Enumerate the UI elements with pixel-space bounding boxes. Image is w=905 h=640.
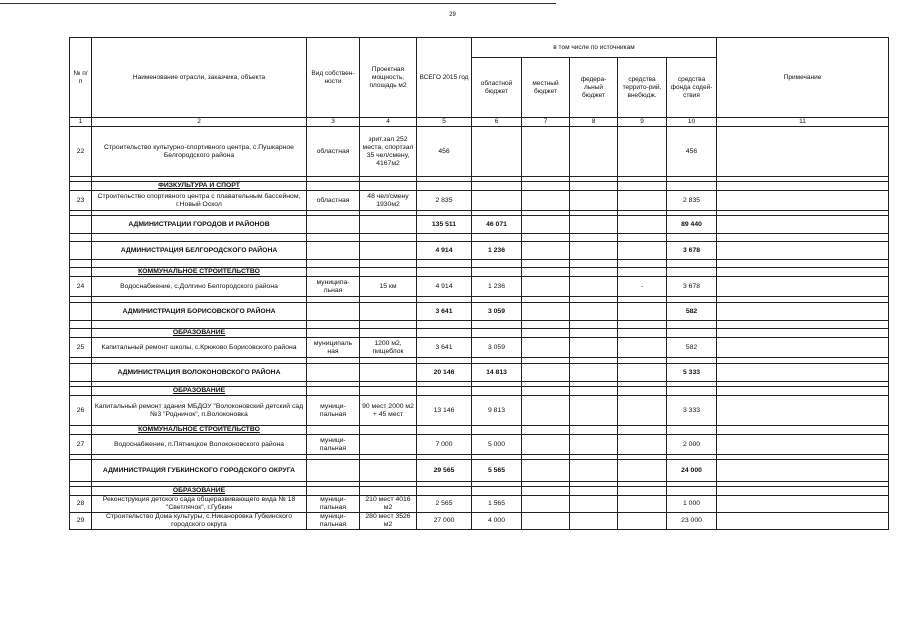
regional-cell: 5 565 [472, 460, 522, 482]
header-total: ВСЕГО 2015 год [417, 38, 472, 118]
header-sources-group: в том числе по источникам [472, 38, 717, 58]
territory-cell [618, 127, 667, 177]
header-num: № п/п [70, 38, 92, 118]
section-row [70, 182, 889, 191]
ownership-cell: муниципа-льная [307, 277, 360, 297]
total-cell: 456 [417, 127, 472, 177]
header-ownership: Вид собствен-ности [307, 38, 360, 118]
table-row [70, 277, 889, 297]
object-name: Водоснабжение, с.Долгино Белгородского района [92, 277, 307, 297]
budget-table [69, 37, 889, 530]
col-num-cell: 9 [618, 118, 667, 127]
fund-cell: 582 [667, 303, 717, 321]
fund-cell: 1 000 [667, 496, 717, 513]
col-num-cell: 7 [522, 118, 570, 127]
object-name: Реконструкция детского сада общеразвивающего вида № 18 "Светлячок", г.Губкин [92, 496, 307, 513]
fund-cell: 5 333 [667, 364, 717, 382]
total-cell: 3 641 [417, 338, 472, 358]
table-row [70, 396, 889, 426]
object-name: Строительство Дома культуры, с.Никаноровка Губкинского городского округа [92, 513, 307, 530]
regional-cell: 1 236 [472, 242, 522, 260]
fund-cell: 2 000 [667, 435, 717, 455]
regional-cell: 3 059 [472, 303, 522, 321]
total-cell: 135 511 [417, 216, 472, 234]
spacer-row [70, 234, 889, 242]
local-cell [522, 127, 570, 177]
regional-cell [472, 127, 522, 177]
table-row [70, 127, 889, 177]
regional-cell: 1 236 [472, 277, 522, 297]
header-capacity: Проектная мощность, площадь м2 [360, 38, 417, 118]
ownership-cell: муници-пальная [307, 396, 360, 426]
ownership-cell: муници-пальная [307, 435, 360, 455]
capacity-cell: 48 чел/смену 1930м2 [360, 191, 417, 211]
admin-row [70, 303, 889, 321]
header-note: Примечание [717, 38, 889, 118]
object-name: Строительство культурно-спортивного центра, с.Пушкарное Белгородского района [92, 127, 307, 177]
total-cell: 2 835 [417, 191, 472, 211]
row-num: 24 [70, 277, 92, 297]
section-title: ОБРАЗОВАНИЕ [92, 329, 307, 338]
col-num-cell: 2 [92, 118, 307, 127]
spacer-row [70, 321, 889, 329]
admin-name: АДМИНИСТРАЦИЯ БЕЛГОРОДСКОГО РАЙОНА [92, 242, 307, 260]
header-regional: областной бюджет [472, 58, 522, 118]
admin-name: АДМИНИСТРАЦИЯ ВОЛОКОНОВСКОГО РАЙОНА [92, 364, 307, 382]
col-num-cell: 5 [417, 118, 472, 127]
section-title: ФИЗКУЛЬТУРА И СПОРТ [92, 182, 307, 191]
capacity-cell: зрит.зал 252 места, спортзал 35 чел/смену, 4167м2 [360, 127, 417, 177]
capacity-cell: 1200 м2, пищеблок [360, 338, 417, 358]
capacity-cell: 90 мест 2000 м2 + 45 мест [360, 396, 417, 426]
row-num: 26 [70, 396, 92, 426]
object-name: Водоснабжение, п.Пятницкое Волоконовского района [92, 435, 307, 455]
row-num: 25 [70, 338, 92, 358]
regional-cell: 14 813 [472, 364, 522, 382]
table-row [70, 513, 889, 530]
capacity-cell [360, 435, 417, 455]
federal-cell [570, 127, 618, 177]
note-cell [717, 127, 889, 177]
header-local: местный бюджет [522, 58, 570, 118]
regional-cell: 9 813 [472, 396, 522, 426]
section-title: ОБРАЗОВАНИЕ [92, 387, 307, 396]
admin-name: АДМИНИСТРАЦИЯ ГУБКИНСКОГО ГОРОДСКОГО ОКРУГА [92, 460, 307, 482]
admin-row [70, 242, 889, 260]
admin-row [70, 460, 889, 482]
capacity-cell: 280 мест 3526 м2 [360, 513, 417, 530]
row-num: 27 [70, 435, 92, 455]
ownership-cell: областная [307, 127, 360, 177]
total-cell: 20 146 [417, 364, 472, 382]
total-cell: 4 914 [417, 242, 472, 260]
regional-cell: 5 000 [472, 435, 522, 455]
header-territory: средства террито-рий, внебюдж. [618, 58, 667, 118]
page-number: 29 [449, 12, 456, 18]
header-fund: средства фонда содей-ствия [667, 58, 717, 118]
fund-cell: 3 678 [667, 277, 717, 297]
fund-cell: 3 333 [667, 396, 717, 426]
col-num-cell: 1 [70, 118, 92, 127]
object-name: Строительство спортивного центра с плавательным бассейном, г.Новый Оскол [92, 191, 307, 211]
col-num-cell: 3 [307, 118, 360, 127]
column-numbers-row [70, 118, 889, 127]
header-federal: федера-льный бюджет [570, 58, 618, 118]
total-cell: 27 000 [417, 513, 472, 530]
fund-cell: 23 000 [667, 513, 717, 530]
total-cell: 29 565 [417, 460, 472, 482]
col-num-cell: 8 [570, 118, 618, 127]
admin-name: АДМИНИСТРАЦИЯ БОРИСОВСКОГО РАЙОНА [92, 303, 307, 321]
header-row [70, 38, 889, 58]
header-name: Наименование отрасли, заказчика, объекта [92, 38, 307, 118]
total-cell: 2 565 [417, 496, 472, 513]
section-row [70, 426, 889, 435]
capacity-cell: 210 мест 4016 м2 [360, 496, 417, 513]
regional-cell: 3 059 [472, 338, 522, 358]
regional-cell: 4 000 [472, 513, 522, 530]
section-title: КОММУНАЛЬНОЕ СТРОИТЕЛЬСТВО [92, 426, 307, 435]
fund-cell: 2 835 [667, 191, 717, 211]
fund-cell: 582 [667, 338, 717, 358]
object-name: Капитальный ремонт школы, с.Крюково Борисовского района [92, 338, 307, 358]
col-num-cell: 6 [472, 118, 522, 127]
total-cell: 13 146 [417, 396, 472, 426]
ownership-cell: муниципаль ная [307, 338, 360, 358]
ownership-cell: муници-пальная [307, 496, 360, 513]
col-num-cell: 4 [360, 118, 417, 127]
total-cell: 7 000 [417, 435, 472, 455]
total-cell: 4 914 [417, 277, 472, 297]
col-num-cell: 10 [667, 118, 717, 127]
regional-cell: 46 071 [472, 216, 522, 234]
ownership-cell: муници-пальная [307, 513, 360, 530]
admin-row [70, 364, 889, 382]
regional-cell: 1 565 [472, 496, 522, 513]
fund-cell: 456 [667, 127, 717, 177]
section-row [70, 487, 889, 496]
object-name: Капитальный ремонт здания МБДОУ "Волоконовский детский сад №3 "Родничок", п.Волоконовка [92, 396, 307, 426]
top-rule [0, 3, 556, 4]
row-num: 22 [70, 127, 92, 177]
row-num: 23 [70, 191, 92, 211]
section-row [70, 387, 889, 396]
section-row [70, 268, 889, 277]
total-cell: 3 641 [417, 303, 472, 321]
section-title: ОБРАЗОВАНИЕ [92, 487, 307, 496]
territory-cell: - [618, 277, 667, 297]
col-num-cell: 11 [717, 118, 889, 127]
row-num: 29 [70, 513, 92, 530]
table-row [70, 338, 889, 358]
admin-row [70, 216, 889, 234]
row-num: 28 [70, 496, 92, 513]
section-title: КОММУНАЛЬНОЕ СТРОИТЕЛЬСТВО [92, 268, 307, 277]
section-row [70, 329, 889, 338]
admin-name: АДМИНИСТРАЦИИ ГОРОДОВ И РАЙОНОВ [92, 216, 307, 234]
fund-cell: 89 440 [667, 216, 717, 234]
capacity-cell: 15 км [360, 277, 417, 297]
table-row [70, 191, 889, 211]
table-row [70, 496, 889, 513]
table-row [70, 435, 889, 455]
fund-cell: 24 000 [667, 460, 717, 482]
ownership-cell: областная [307, 191, 360, 211]
fund-cell: 3 678 [667, 242, 717, 260]
spacer-row [70, 260, 889, 268]
